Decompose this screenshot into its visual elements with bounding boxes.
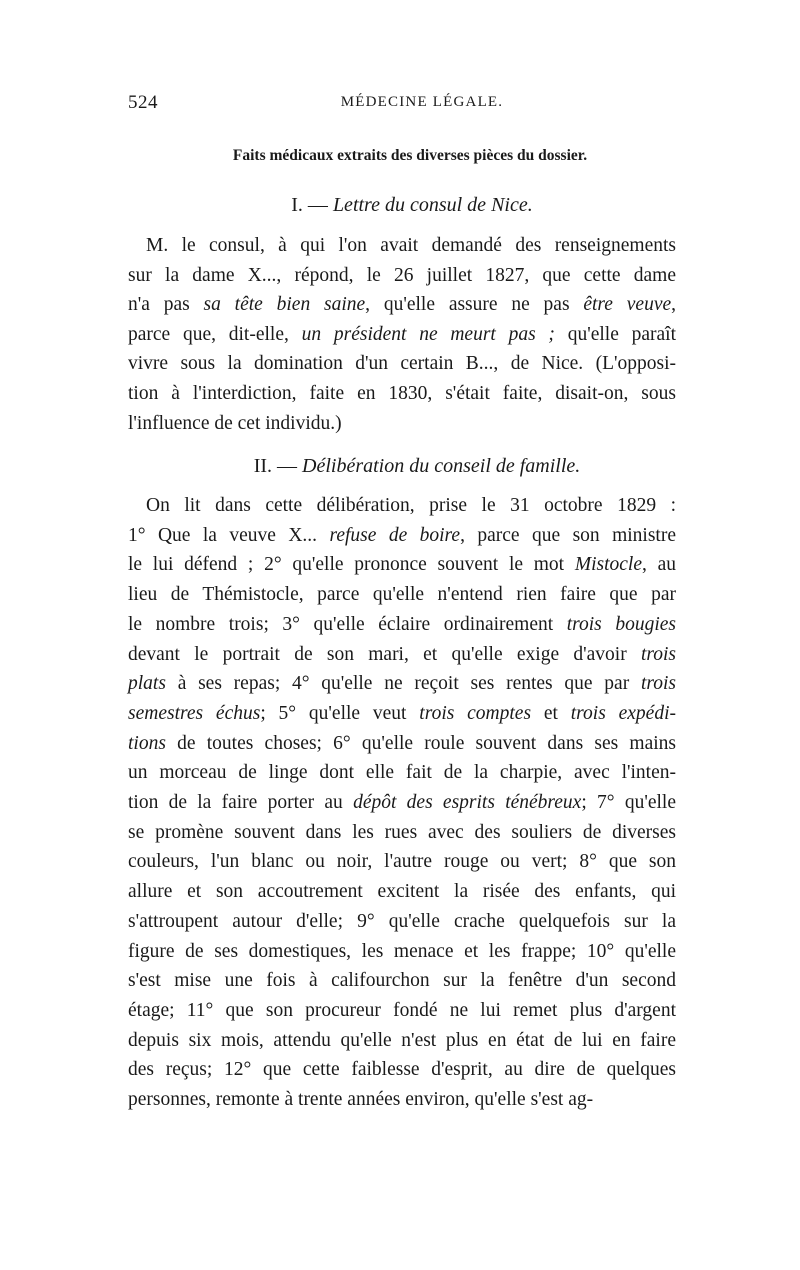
text-line [128,907,676,937]
italic-text: trois bougies [566,613,677,635]
text-run: étage; 11° que son procureur fondé ne lui remet plus d'argent [128,999,676,1021]
text-run: le lui défend ; 2° qu'elle prononce souvent le mot [128,554,575,576]
text-line [128,231,676,261]
text-line [128,699,676,729]
text-run: l'influence de cet individu.) [128,412,342,434]
italic-text: trois [640,643,676,665]
italic-text: plats [128,673,166,695]
text-run: devant le portrait de son mari, et qu'elle exige d'avoir [128,643,641,665]
text-run: un morceau de linge dont elle fait de la charpie, avec l'inten- [128,762,676,784]
italic-text: tions [128,732,166,754]
section-subtitle: Faits médicaux extraits des diverses pièces du dossier. [232,147,588,164]
text-line [128,491,676,521]
section-heading-1 [128,194,676,217]
text-line [128,290,676,320]
italic-text: trois [640,673,676,695]
text-run: sur la dame X..., répond, le 26 juillet 1827, que cette dame [128,264,676,286]
text-run: s'est mise une fois à califourchon sur la fenêtre d'un second [128,970,676,992]
text-line [128,379,676,409]
text-run: de toutes choses; 6° qu'elle roule souvent dans ses mains [165,732,676,754]
text-line [128,640,676,670]
text-run: s'attroupent autour d'elle; 9° qu'elle crache quelquefois sur la [128,910,676,932]
text-line [128,937,676,967]
text-run: tion de la faire porter au [128,792,354,813]
text-run: allure et son accoutrement excitent la risée des enfants, qui [128,881,676,903]
text-run: , parce que son ministre [460,524,676,546]
text-run: figure de ses domestiques, les menace et les frappe; 10° qu'elle [128,940,676,962]
text-line [128,818,676,848]
text-line [128,580,676,610]
italic-text: semestres échus [128,702,261,724]
text-line [128,550,676,580]
italic-text: être veuve [583,294,672,316]
section-number-1: I. — [291,194,328,216]
italic-text: sa tête bien saine [203,294,366,316]
text-run: se promène souvent dans les rues avec des souliers de diverses [128,821,676,843]
text-line [128,610,676,640]
text-run: depuis six mois, attendu qu'elle n'est plus en état de lui en faire [128,1029,676,1051]
section-title-2: Délibération du conseil de famille. [302,455,581,477]
text-run: On lit dans cette délibération, prise le 31 octobre 1829 : [146,495,676,516]
italic-text: refuse de boire [329,524,461,546]
text-run: ; 5° qu'elle veut [260,702,420,724]
text-line [128,521,676,551]
italic-text: trois expédi- [570,702,676,724]
section-title-1: Lettre du consul de Nice. [332,194,533,216]
text-line [128,758,676,788]
italic-text: Mistocle [574,554,642,576]
text-run: ; 7° qu'elle [581,792,676,813]
running-head [128,92,676,116]
page-number: 524 [128,92,158,113]
text-line [128,349,676,379]
text-run: vivre sous la domination d'un certain B..., de Nice. (L'opposi- [128,353,676,375]
text-run: couleurs, l'un blanc ou noir, l'autre rouge ou vert; 8° que son [128,851,676,873]
text-run: lieu de Thémistocle, parce qu'elle n'entend rien faire que par [128,584,676,606]
text-run: tion à l'interdiction, faite en 1830, s'était faite, disait-on, sous [128,383,676,404]
text-run: parce que, dit-elle, [128,323,302,345]
running-title: MÉDECINE LÉGALE. [340,94,504,110]
text-run: des reçus; 12° que cette faiblesse d'esprit, au dire de quelques [128,1059,676,1081]
text-run: M. le consul, à qui l'on avait demandé des renseignements [146,235,676,256]
text-line [128,1026,676,1056]
text-run: , [671,294,677,316]
italic-text: trois comptes [419,702,532,724]
text-run: 1° Que la veuve X... [128,524,330,546]
text-run: à ses repas; 4° qu'elle ne reçoit ses rentes que par [165,673,641,695]
text-run: et [531,702,571,724]
text-run: le nombre trois; 3° qu'elle éclaire ordinairement [128,613,567,635]
text-run: , qu'elle assure ne pas [365,294,584,316]
text-line [128,261,676,291]
section-number-2: II. — [253,455,298,477]
text-line [128,877,676,907]
text-line [128,847,676,877]
italic-text: dépôt des esprits ténébreux [353,792,582,813]
text-run: , au [641,554,677,576]
text-line [128,996,676,1026]
text-line [128,788,676,818]
italic-text: un président ne meurt pas ; [301,323,555,345]
text-line [128,1085,676,1115]
text-line [128,729,676,759]
text-run: n'a pas [128,294,204,316]
section-heading-2 [128,455,676,478]
text-line [128,320,676,350]
text-line [128,1055,676,1085]
text-run: qu'elle paraît [554,323,676,345]
text-line [128,669,676,699]
text-run: personnes, remonte à trente années environ, qu'elle s'est ag- [128,1089,594,1110]
text-line [128,409,676,439]
text-line [128,966,676,996]
